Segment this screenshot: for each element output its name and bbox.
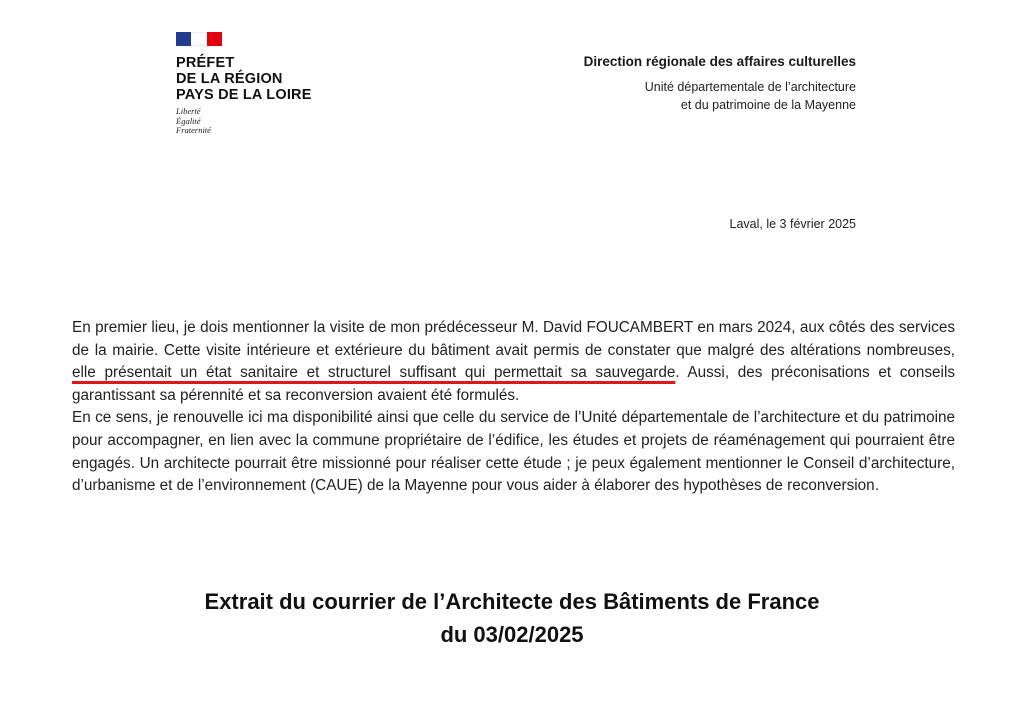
image-caption	[0, 585, 1024, 651]
prefet-title	[176, 55, 312, 103]
letter-date: Laval, le 3 février 2025	[729, 217, 856, 231]
highlighted-text: elle présentait un état sanitaire et structurel suffisant qui permettait sa sauvegarde	[72, 364, 676, 382]
caption-line-1: Extrait du courrier de l’Architecte des Bâtiments de France	[204, 589, 820, 614]
prefet-line: DE LA RÉGION	[176, 71, 283, 87]
marianne-flag-icon	[176, 32, 222, 46]
motto-line: Égalité	[176, 115, 201, 126]
motto-line: Fraternité	[176, 125, 211, 135]
paragraph-2: En ce sens, je renouvelle ici ma disponibilité ainsi que celle du service de l’Unité départementale de l’architecture et du patrimoine pour accompagner, en lien avec la commune propriétaire de l’édifice, les études et projets de réaménagement qui pourraient être engagés. Un architecte pourrait être missionné pour réaliser cette étude ; je peux également mentionner le Conseil d’architecture, d’urbanisme et de l’environnement (CAUE) de la Mayenne pour vous aider à élaborer des hypothèses de reconversion.	[72, 409, 955, 495]
motto-line: Liberté	[176, 106, 201, 116]
letter-body	[72, 317, 955, 498]
republic-motto	[176, 107, 312, 136]
direction-title: Direction régionale des affaires culturelles	[583, 54, 856, 69]
prefet-line: PAYS DE LA LOIRE	[176, 87, 312, 103]
caption-line-2: du 03/02/2025	[440, 622, 584, 647]
unit-line: et du patrimoine de la Mayenne	[680, 98, 856, 112]
prefecture-logo	[176, 32, 312, 136]
p1-text-before: En premier lieu, je dois mentionner la visite de mon prédécesseur M. David FOUCAMBERT en mars 2024, aux côtés des services de la mairie. Cette visite intérieure et extérieure du bâtiment avait permis de constater que malgré des altérations nombreuses,	[72, 319, 955, 359]
prefet-line: PRÉFET	[176, 55, 235, 71]
paragraph-1	[72, 317, 955, 407]
unit-line: Unité départementale de l’architecture	[644, 80, 856, 94]
unit-name	[584, 78, 856, 114]
sender-header	[584, 54, 856, 114]
p1-text-after: . Aussi, des préconisations et conseils garantissant sa pérennité et sa reconversion avaient été formulés.	[72, 364, 956, 404]
